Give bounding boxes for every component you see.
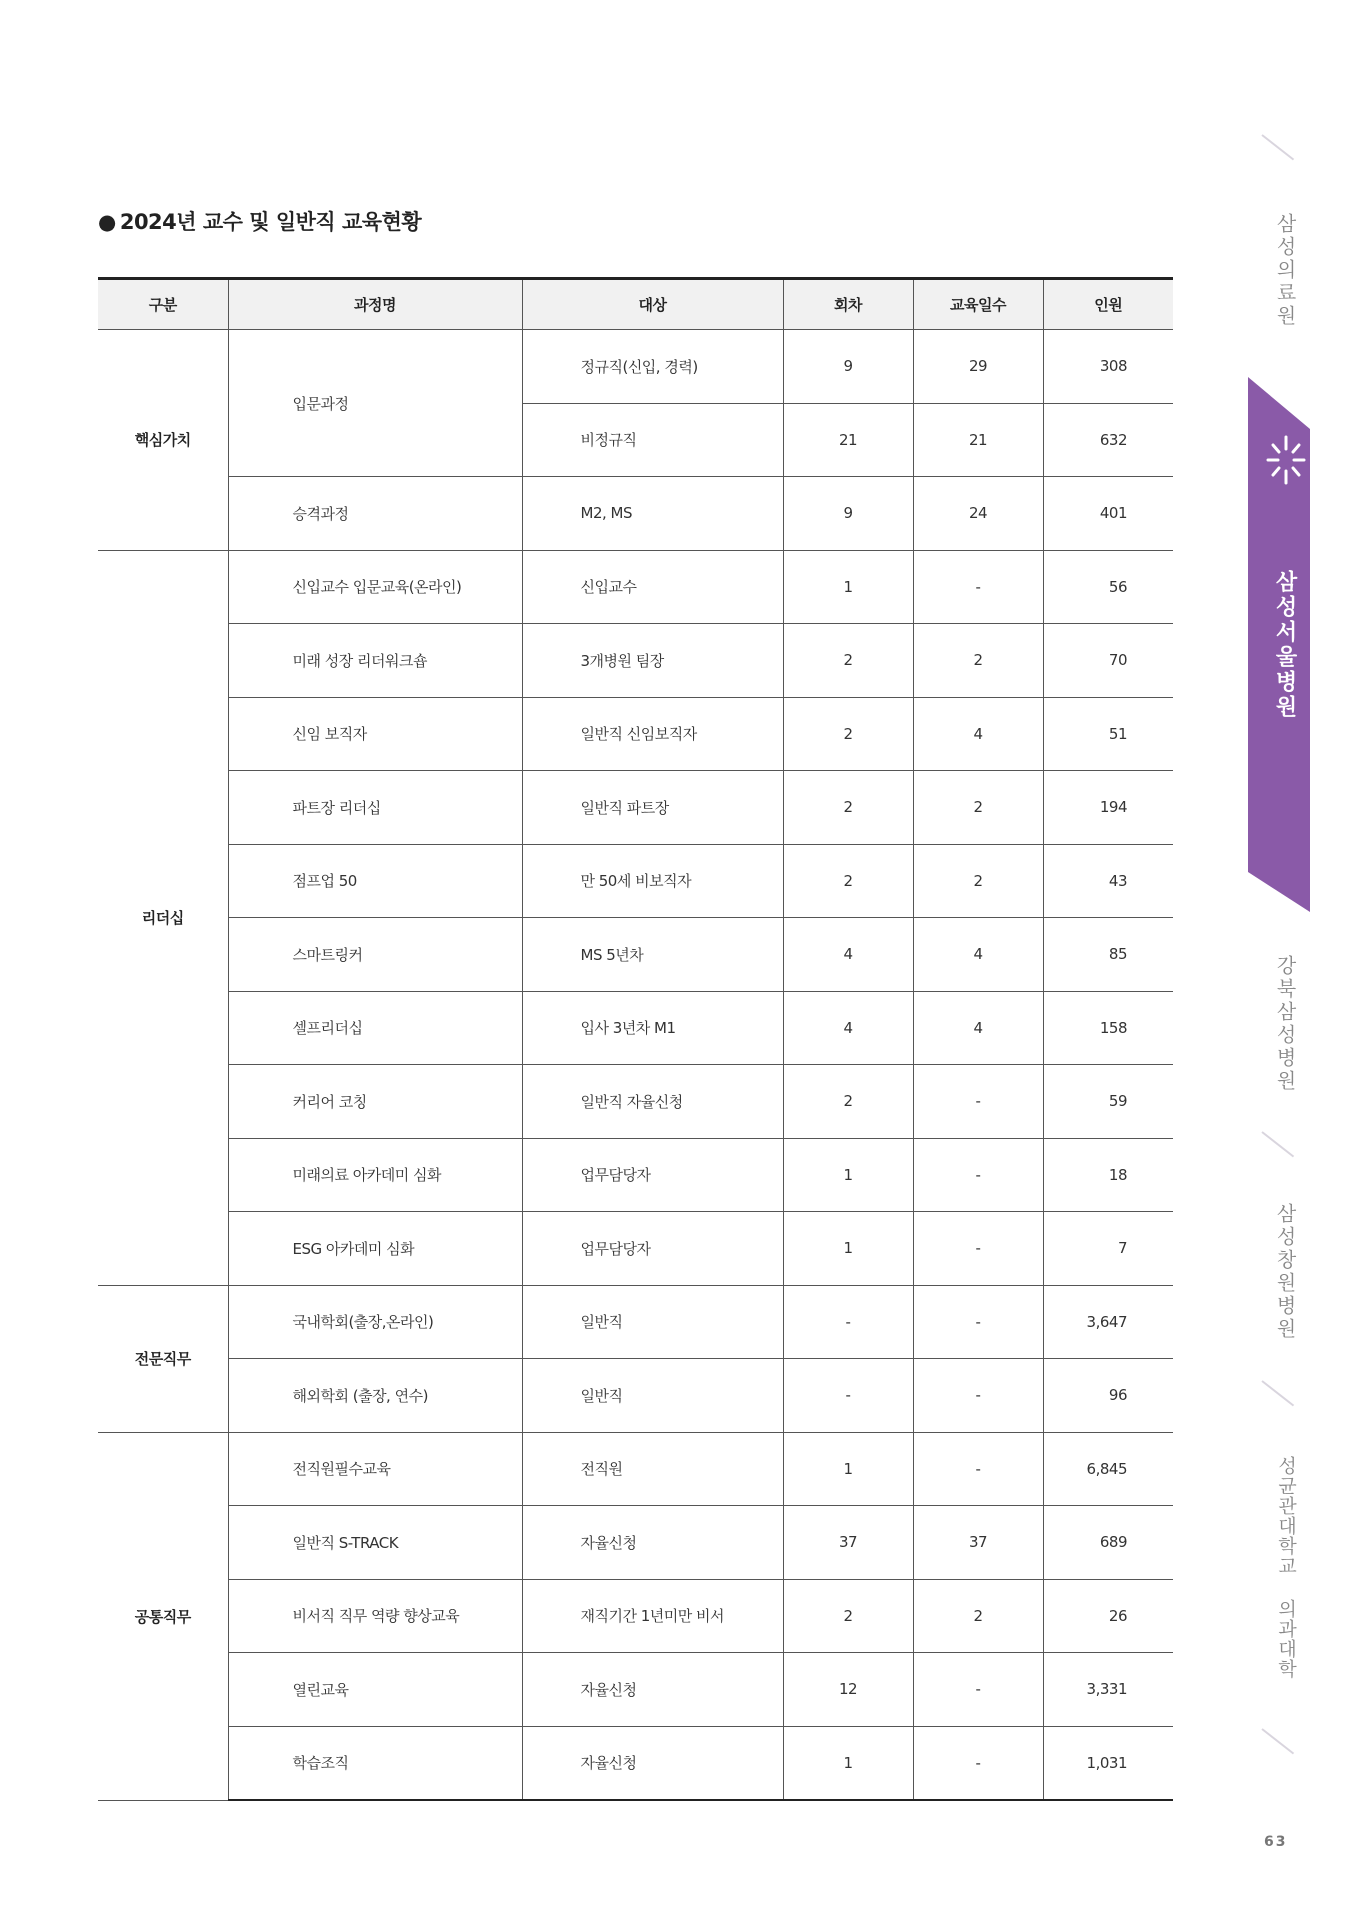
sessions-cell: 1 (783, 1138, 913, 1212)
course-name-cell: 파트장 리더십 (228, 771, 522, 845)
sessions-cell: 37 (783, 1506, 913, 1580)
table-row (98, 330, 1173, 404)
target-cell: 입사 3년차 M1 (522, 991, 783, 1065)
days-cell: - (913, 550, 1043, 624)
course-name-cell: 전직원필수교육 (228, 1432, 522, 1506)
sessions-cell: 2 (783, 844, 913, 918)
header-target: 대상 (522, 279, 783, 330)
people-cell: 308 (1043, 330, 1173, 404)
course-name-cell: 해외학회 (출장, 연수) (228, 1359, 522, 1433)
course-name-cell: 커리어 코칭 (228, 1065, 522, 1139)
table-row (98, 1065, 1173, 1139)
sessions-cell: 2 (783, 1065, 913, 1139)
target-cell: 만 50세 비보직자 (522, 844, 783, 918)
table-row (98, 1726, 1173, 1800)
sessions-cell: 12 (783, 1653, 913, 1727)
side-nav-item-kangbuk-samsung-hospital[interactable]: 강북삼성병원 (1273, 955, 1297, 1093)
sessions-cell: 1 (783, 1726, 913, 1800)
course-name-cell: 스마트링커 (228, 918, 522, 992)
people-cell: 3,331 (1043, 1653, 1173, 1727)
sessions-cell: - (783, 1285, 913, 1359)
course-name-cell: 미래의료 아카데미 심화 (228, 1138, 522, 1212)
target-cell: 재직기간 1년미만 비서 (522, 1579, 783, 1653)
course-name-cell: 신임 보직자 (228, 697, 522, 771)
course-name-cell: 점프업 50 (228, 844, 522, 918)
days-cell: 29 (913, 330, 1043, 404)
days-cell: - (913, 1726, 1043, 1800)
course-name-cell: 일반직 S-TRACK (228, 1506, 522, 1580)
header-days: 교육일수 (913, 279, 1043, 330)
sessions-cell: 9 (783, 330, 913, 404)
side-nav-item-skku-medicine[interactable]: 성균관대학교 의과대학 (1275, 1456, 1297, 1679)
days-cell: - (913, 1359, 1043, 1433)
table-row (98, 1432, 1173, 1506)
sessions-cell: 1 (783, 1432, 913, 1506)
section-title (98, 206, 421, 236)
sessions-cell: 2 (783, 771, 913, 845)
sessions-cell: 4 (783, 918, 913, 992)
course-name-cell: 셀프리더십 (228, 991, 522, 1065)
category-cell: 리더십 (98, 550, 228, 1285)
days-cell: - (913, 1138, 1043, 1212)
target-cell: MS 5년차 (522, 918, 783, 992)
category-cell: 핵심가치 (98, 330, 228, 551)
table-row (98, 1579, 1173, 1653)
table-row (98, 1285, 1173, 1359)
sessions-cell: 9 (783, 477, 913, 551)
education-status-table (98, 277, 1173, 1801)
course-name-cell: 비서직 직무 역량 향상교육 (228, 1579, 522, 1653)
header-people: 인원 (1043, 279, 1173, 330)
side-nav-item-samsung-medical-center[interactable]: 삼성의료원 (1273, 213, 1297, 328)
table-row (98, 1359, 1173, 1433)
target-cell: M2, MS (522, 477, 783, 551)
table-row (98, 624, 1173, 698)
people-cell: 56 (1043, 550, 1173, 624)
target-cell: 업무담당자 (522, 1212, 783, 1286)
table-row (98, 697, 1173, 771)
target-cell: 자율신청 (522, 1726, 783, 1800)
table-row (98, 771, 1173, 845)
course-name-cell: 신입교수 입문교육(온라인) (228, 550, 522, 624)
sessions-cell: 4 (783, 991, 913, 1065)
table-row (98, 1506, 1173, 1580)
days-cell: 21 (913, 403, 1043, 477)
days-cell: - (913, 1432, 1043, 1506)
days-cell: 4 (913, 697, 1043, 771)
people-cell: 689 (1043, 1506, 1173, 1580)
table-header-row (98, 279, 1173, 330)
people-cell: 70 (1043, 624, 1173, 698)
sessions-cell: - (783, 1359, 913, 1433)
people-cell: 26 (1043, 1579, 1173, 1653)
people-cell: 632 (1043, 403, 1173, 477)
target-cell: 일반직 신임보직자 (522, 697, 783, 771)
table-row (98, 1138, 1173, 1212)
table-row (98, 1212, 1173, 1286)
course-name-cell: 승격과정 (228, 477, 522, 551)
days-cell: 2 (913, 771, 1043, 845)
table-row (98, 991, 1173, 1065)
target-cell: 비정규직 (522, 403, 783, 477)
days-cell: 2 (913, 844, 1043, 918)
course-name-cell: 열린교육 (228, 1653, 522, 1727)
sparkle-icon (1264, 433, 1308, 487)
sessions-cell: 2 (783, 1579, 913, 1653)
side-nav-item-samsung-changwon-hospital[interactable]: 삼성창원병원 (1273, 1203, 1297, 1341)
table-row (98, 918, 1173, 992)
days-cell: - (913, 1065, 1043, 1139)
section-title-text: 2024년 교수 및 일반직 교육현황 (119, 210, 422, 234)
target-cell: 신입교수 (522, 550, 783, 624)
course-name-cell: ESG 아카데미 심화 (228, 1212, 522, 1286)
category-cell: 공통직무 (98, 1432, 228, 1800)
sessions-cell: 2 (783, 624, 913, 698)
sessions-cell: 21 (783, 403, 913, 477)
days-cell: 2 (913, 1579, 1043, 1653)
sessions-cell: 1 (783, 550, 913, 624)
side-nav-item-samsung-seoul-hospital[interactable]: 삼성서울병원 (1272, 570, 1297, 720)
people-cell: 1,031 (1043, 1726, 1173, 1800)
table-row (98, 1653, 1173, 1727)
course-name-cell: 학습조직 (228, 1726, 522, 1800)
target-cell: 일반직 자율신청 (522, 1065, 783, 1139)
people-cell: 96 (1043, 1359, 1173, 1433)
table-row (98, 844, 1173, 918)
people-cell: 158 (1043, 991, 1173, 1065)
people-cell: 59 (1043, 1065, 1173, 1139)
sessions-cell: 2 (783, 697, 913, 771)
people-cell: 51 (1043, 697, 1173, 771)
course-name-cell: 국내학회(출장,온라인) (228, 1285, 522, 1359)
target-cell: 정규직(신입, 경력) (522, 330, 783, 404)
people-cell: 85 (1043, 918, 1173, 992)
people-cell: 6,845 (1043, 1432, 1173, 1506)
people-cell: 18 (1043, 1138, 1173, 1212)
days-cell: - (913, 1212, 1043, 1286)
days-cell: - (913, 1653, 1043, 1727)
people-cell: 194 (1043, 771, 1173, 845)
target-cell: 자율신청 (522, 1653, 783, 1727)
days-cell: - (913, 1285, 1043, 1359)
header-category: 구분 (98, 279, 228, 330)
days-cell: 37 (913, 1506, 1043, 1580)
target-cell: 일반직 (522, 1359, 783, 1433)
people-cell: 7 (1043, 1212, 1173, 1286)
days-cell: 2 (913, 624, 1043, 698)
page-number: 63 (1264, 1834, 1288, 1850)
target-cell: 일반직 파트장 (522, 771, 783, 845)
target-cell: 자율신청 (522, 1506, 783, 1580)
people-cell: 3,647 (1043, 1285, 1173, 1359)
people-cell: 401 (1043, 477, 1173, 551)
table-row (98, 550, 1173, 624)
category-cell: 전문직무 (98, 1285, 228, 1432)
days-cell: 24 (913, 477, 1043, 551)
course-name-cell: 미래 성장 리더워크숍 (228, 624, 522, 698)
target-cell: 업무담당자 (522, 1138, 783, 1212)
target-cell: 전직원 (522, 1432, 783, 1506)
bullet-icon: ● (98, 210, 116, 234)
header-sessions: 회차 (783, 279, 913, 330)
table-row (98, 477, 1173, 551)
days-cell: 4 (913, 918, 1043, 992)
header-course-name: 과정명 (228, 279, 522, 330)
course-name-cell: 입문과정 (228, 330, 522, 477)
sessions-cell: 1 (783, 1212, 913, 1286)
people-cell: 43 (1043, 844, 1173, 918)
target-cell: 일반직 (522, 1285, 783, 1359)
target-cell: 3개병원 팀장 (522, 624, 783, 698)
days-cell: 4 (913, 991, 1043, 1065)
